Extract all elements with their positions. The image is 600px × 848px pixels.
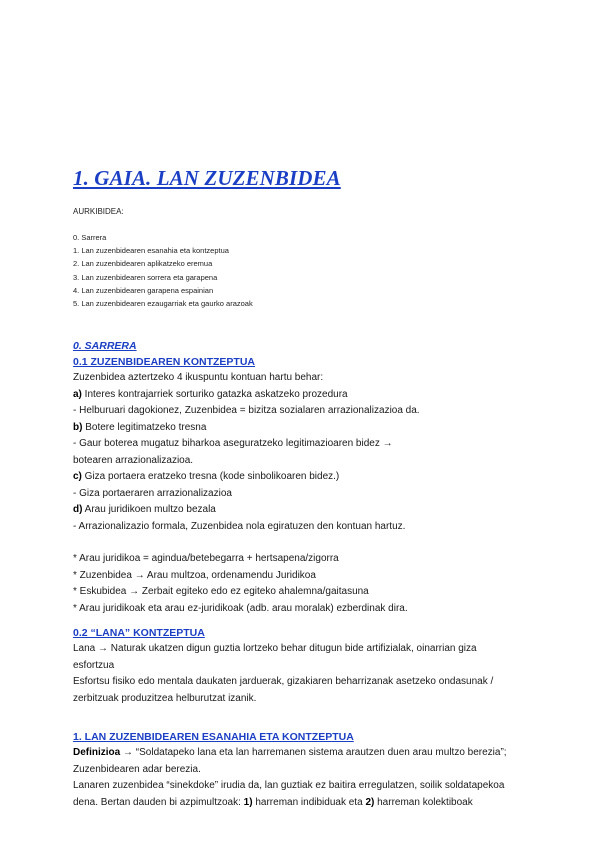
note-item: * Arau juridikoak eta arau ez-juridikoak (adb. arau moralak) ezberdinak dira.	[73, 602, 408, 614]
list-marker: 2)	[365, 796, 375, 808]
section-heading-0-2: 0.2 “LANA” KONTZEPTUA	[73, 627, 205, 639]
paragraph-c	[73, 469, 543, 486]
paragraph-d	[73, 502, 543, 519]
section-heading-sarrera: 0. SARRERA	[73, 340, 137, 352]
paragraph-text: → “Soldatapeko lana eta lan harremanen sistema arautzen duen arau multzo berezia”;	[120, 747, 507, 758]
paragraph-text: harreman indibiduak eta	[252, 796, 366, 808]
toc-item: 0. Sarrera	[73, 233, 107, 242]
paragraph-text: Arau juridikoen multzo bezala	[82, 504, 216, 515]
paragraph-text: Botere legitimatzeko tresna	[82, 421, 207, 433]
paragraph: Lanaren zuzenbidea “sinekdoke” irudia da, lan guztiak ez baitira erregulatzen, soilik soldatapekoa	[73, 780, 505, 791]
toc-item: 5. Lan zuzenbidearen ezaugarriak eta gaurko arazoak	[73, 299, 253, 309]
paragraph: zerbitzuak produzitzea helburutzat izanik.	[73, 692, 257, 704]
paragraph: Lana → Naturak ukatzen digun guztia lortzeko behar ditugun bide artifizialak, oinarrian giza	[73, 643, 477, 654]
toc-item: 3. Lan zuzenbidearen sorrera eta garapena	[73, 272, 218, 282]
paragraph-text: Giza portaera eratzeko tresna (kode sinbolikoaren bidez.)	[81, 471, 340, 482]
paragraph-text: dena. Bertan dauden bi azpimultzoak:	[73, 796, 244, 808]
list-marker: c)	[73, 471, 82, 482]
paragraph: botearen arrazionalizazioa.	[73, 454, 194, 466]
paragraph: - Arrazionalizazio formala, Zuzenbidea nola egiratuzen den kontuan hartuz.	[73, 520, 406, 532]
paragraph: Zuzenbidea aztertzeko 4 ikuspuntu kontuan hartu behar:	[73, 372, 324, 383]
definition-label: Definizioa	[73, 747, 121, 758]
toc-item: 4. Lan zuzenbidearen garapena espainian	[73, 285, 214, 295]
toc-item: 2. Lan zuzenbidearen aplikatzeko eremua	[73, 259, 213, 269]
spacer	[73, 707, 543, 729]
table-of-contents	[73, 231, 253, 310]
spacer	[73, 535, 543, 551]
spacer	[73, 617, 543, 625]
note-item: * Arau juridikoa = agindua/betebegarra + hertsapena/zigorra	[73, 553, 339, 564]
section-heading-1: 1. LAN ZUZENBIDEAREN ESANAHIA ETA KONTZEPTUA	[73, 731, 354, 743]
list-marker: a)	[73, 388, 82, 400]
paragraph: Zuzenbidearen adar berezia.	[73, 763, 201, 775]
paragraph-text: Interes kontrajarriek sorturiko gatazka askatzeko prozedura	[81, 388, 348, 400]
list-marker: b)	[73, 421, 83, 433]
list-marker: 1)	[243, 796, 253, 808]
note-item: * Zuzenbidea → Arau multzoa, ordenamendu Juridikoa	[73, 569, 316, 581]
paragraph	[73, 795, 543, 812]
section-heading-0-1: 0.1 ZUZENBIDEAREN KONTZEPTUA	[73, 356, 256, 368]
toc-label: AURKIBIDEA:	[73, 207, 124, 216]
paragraph: esfortzua	[73, 659, 115, 671]
paragraph-a	[73, 387, 543, 404]
paragraph: - Giza portaeraren arrazionalizazioa	[73, 487, 232, 499]
paragraph-b	[73, 420, 543, 437]
paragraph: - Helburuari dagokionez, Zuzenbidea = bizitza sozialaren arrazionalizazioa da.	[73, 405, 420, 416]
paragraph: Esfortsu fisiko edo mentala daukaten jarduerak, gizakiaren beharrizanak asetzeko ondasunak /	[73, 676, 494, 687]
note-item: * Eskubidea → Zerbait egiteko edo ez egiteko ahalemna/gaitasuna	[73, 586, 369, 597]
paragraph: - Gaur boterea mugatuz biharkoa aseguratzeko legitimazioaren bidez →	[73, 438, 393, 449]
document-body	[73, 338, 543, 811]
document-title: 1. GAIA. LAN ZUZENBIDEA	[73, 166, 341, 190]
definition-line	[73, 745, 543, 762]
list-marker: d)	[73, 504, 83, 515]
paragraph-text: harreman kolektiboak	[374, 796, 473, 808]
toc-item: 1. Lan zuzenbidearen esanahia eta kontzeptua	[73, 246, 229, 256]
